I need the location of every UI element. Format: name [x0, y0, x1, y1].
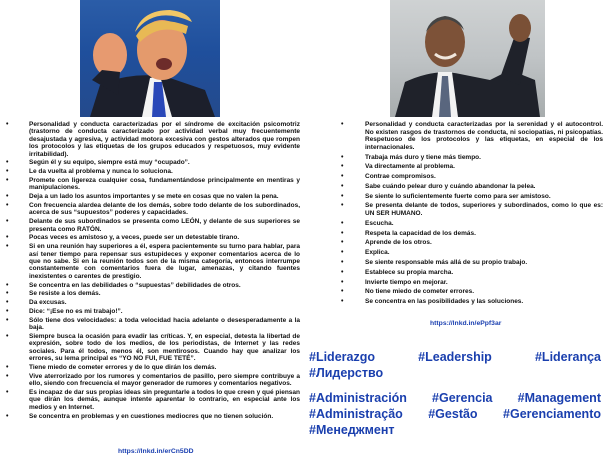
list-item: • Delante de sus subordinados se presenta como LEÓN, y delante de sus superiores se presenta como RATÓN. [6, 218, 300, 233]
list-item: • Respeta la capacidad de los demás. [341, 229, 476, 237]
hashtag[interactable]: #Leadership [418, 350, 492, 364]
right-trait-list [333, 121, 603, 306]
list-item: • Se siente responsable más allá de su propio trabajo. [341, 258, 528, 266]
list-item: • Se concentra en las posibilidades y las soluciones. [341, 298, 524, 306]
right-source-link[interactable]: https://lnkd.in/ePpf3ar [430, 320, 502, 327]
left-trait-list [2, 121, 300, 420]
list-item: • Con frecuencia alardea delante de los demás, sobre todo delante de los subordinados, acerca de sus “supuestos” poderes y capacidades. [6, 202, 300, 217]
right-column [333, 121, 603, 308]
list-item: • Es incapaz de dar sus propias ideas sin preguntarle a todos lo que creen y qué piensan que dirán los demás, aunque intente aparentar lo contrario, en especial ante los medios y en Internet. [6, 389, 300, 411]
hashtag-row [309, 422, 601, 438]
hashtag-row [309, 406, 601, 422]
list-item: • Escucha. [341, 219, 394, 227]
right-photo [390, 0, 545, 117]
list-item: • Da excusas. [6, 299, 67, 307]
left-source-link[interactable]: https://lnkd.in/erCn5DD [118, 448, 194, 455]
list-item: • Se presenta delante de todos, superiores y subordinados, como lo que es: UN SER HUMANO. [341, 202, 603, 218]
list-item: • Le da vuelta al problema y nunca lo soluciona. [6, 168, 173, 176]
list-item: • Explica. [341, 249, 390, 257]
list-item: • Dice: “¡Ese no es mi trabajo!”. [6, 308, 123, 316]
hashtag[interactable]: #Лидерство [309, 366, 384, 380]
list-item: • Personalidad y conducta caracterizadas por el síndrome de excitación psicomotriz (trastorno de conducta caracterizado por actividad verbal muy frecuentemente desajustada y agresiva, y actividad motora excesiva con gestos alterados que rompen los protocolos y las etiquetas de los grupos educados y respetuosos, muy evidente irritabilidad). [6, 121, 300, 158]
obama-figure [390, 0, 545, 117]
list-item: • Si en una reunión hay superiores a él, espera pacientemente su turno para hablar, para así tener tiempo para repensar sus estupideces y exponer comentarios acerca de lo que no sabe. Si en la reunión todos son de la misma categoría, entonces interrumpe constantemente con comentarios fuera de lugar, amenazas, y citando fuentes inexistentes o carentes de prestigio. [6, 243, 300, 280]
list-item: • Se concentra en las debilidades o “supuestas” debilidades de otros. [6, 281, 241, 289]
hashtag-row [309, 349, 601, 365]
hashtag-row [309, 390, 601, 406]
list-item: • Sabe cuándo pelear duro y cuándo abandonar la pelea. [341, 182, 536, 190]
hashtag[interactable]: #Liderazgo [309, 350, 375, 364]
hashtag[interactable]: #Management [517, 391, 601, 405]
list-item: • Vive aterrorizado por los rumores y comentarios de pasillo, pero siempre contribuye a ello, siendo con frecuencia el mayor generador de rumores y comentarios negativos. [6, 372, 300, 388]
list-item: • Promete con ligereza cualquier cosa, fundamentándose principalmente en mentiras y manipulaciones. [6, 177, 300, 192]
list-item: • Pocas veces es amistoso y, a veces, puede ser un detestable tirano. [6, 234, 240, 242]
list-item: • Según él y su equipo, siempre está muy “ocupado”. [6, 159, 190, 167]
hashtag[interactable]: #Менеджмент [309, 423, 395, 437]
list-item: • Tiene miedo de cometer errores y de lo que dirán los demás. [6, 364, 217, 372]
hashtag-block [309, 349, 601, 438]
hashtag[interactable]: #Gerenciamento [503, 407, 601, 421]
list-item: • Se siente lo suficientemente fuerte como para ser amistoso. [341, 192, 551, 200]
list-item: • Contrae compromisos. [341, 173, 436, 181]
list-item: • Trabaja más duro y tiene más tiempo. [341, 153, 481, 161]
hashtag[interactable]: #Gerencia [432, 391, 493, 405]
list-item: • Se concentra en problemas y en cuestiones mediocres que no tienen solución. [6, 412, 274, 420]
hashtag[interactable]: #Liderança [534, 350, 601, 364]
left-column [2, 121, 300, 421]
list-item: • Establece su propia marcha. [341, 268, 454, 276]
hashtag[interactable]: #Administração [309, 407, 403, 421]
list-item: • No tiene miedo de cometer errores. [341, 288, 475, 296]
hashtag[interactable]: #Gestão [428, 407, 478, 421]
list-item: • Aprende de los otros. [341, 239, 432, 247]
list-item: • Invierte tiempo en mejorar. [341, 278, 448, 286]
list-item: • Sólo tiene dos velocidades: a toda velocidad hacia adelante o desesperadamente a la baja. [6, 316, 300, 332]
list-item: • Va directamente al problema. [341, 163, 455, 171]
hashtag-row [309, 365, 601, 381]
list-item: • Deja a un lado los asuntos importantes y se mete en cosas que no valen la pena. [6, 193, 279, 201]
list-item: • Personalidad y conducta caracterizadas por la serenidad y el autocontrol. No existen rasgos de trastornos de conducta, ni sociopatías, ni psicopatías. Respetuoso de los protocolos y las etiquetas, en especial de los internacionales. [341, 121, 603, 151]
left-photo [80, 0, 220, 117]
trump-figure [80, 0, 220, 117]
list-item: • Se resiste a los demás. [6, 290, 101, 298]
hashtag[interactable]: #Administración [309, 391, 407, 405]
list-item: • Siempre busca la ocasión para evadir las críticas. Y, en especial, detesta la libertad de expresión, sobre todo de los medios, de los periodistas, de Internet y las redes sociales. Para él todos, menos él, son mentirosos. Cuando hay que analizar los errores, su lema principal es “YO NO FUI, FUE TETÉ”. [6, 333, 300, 363]
